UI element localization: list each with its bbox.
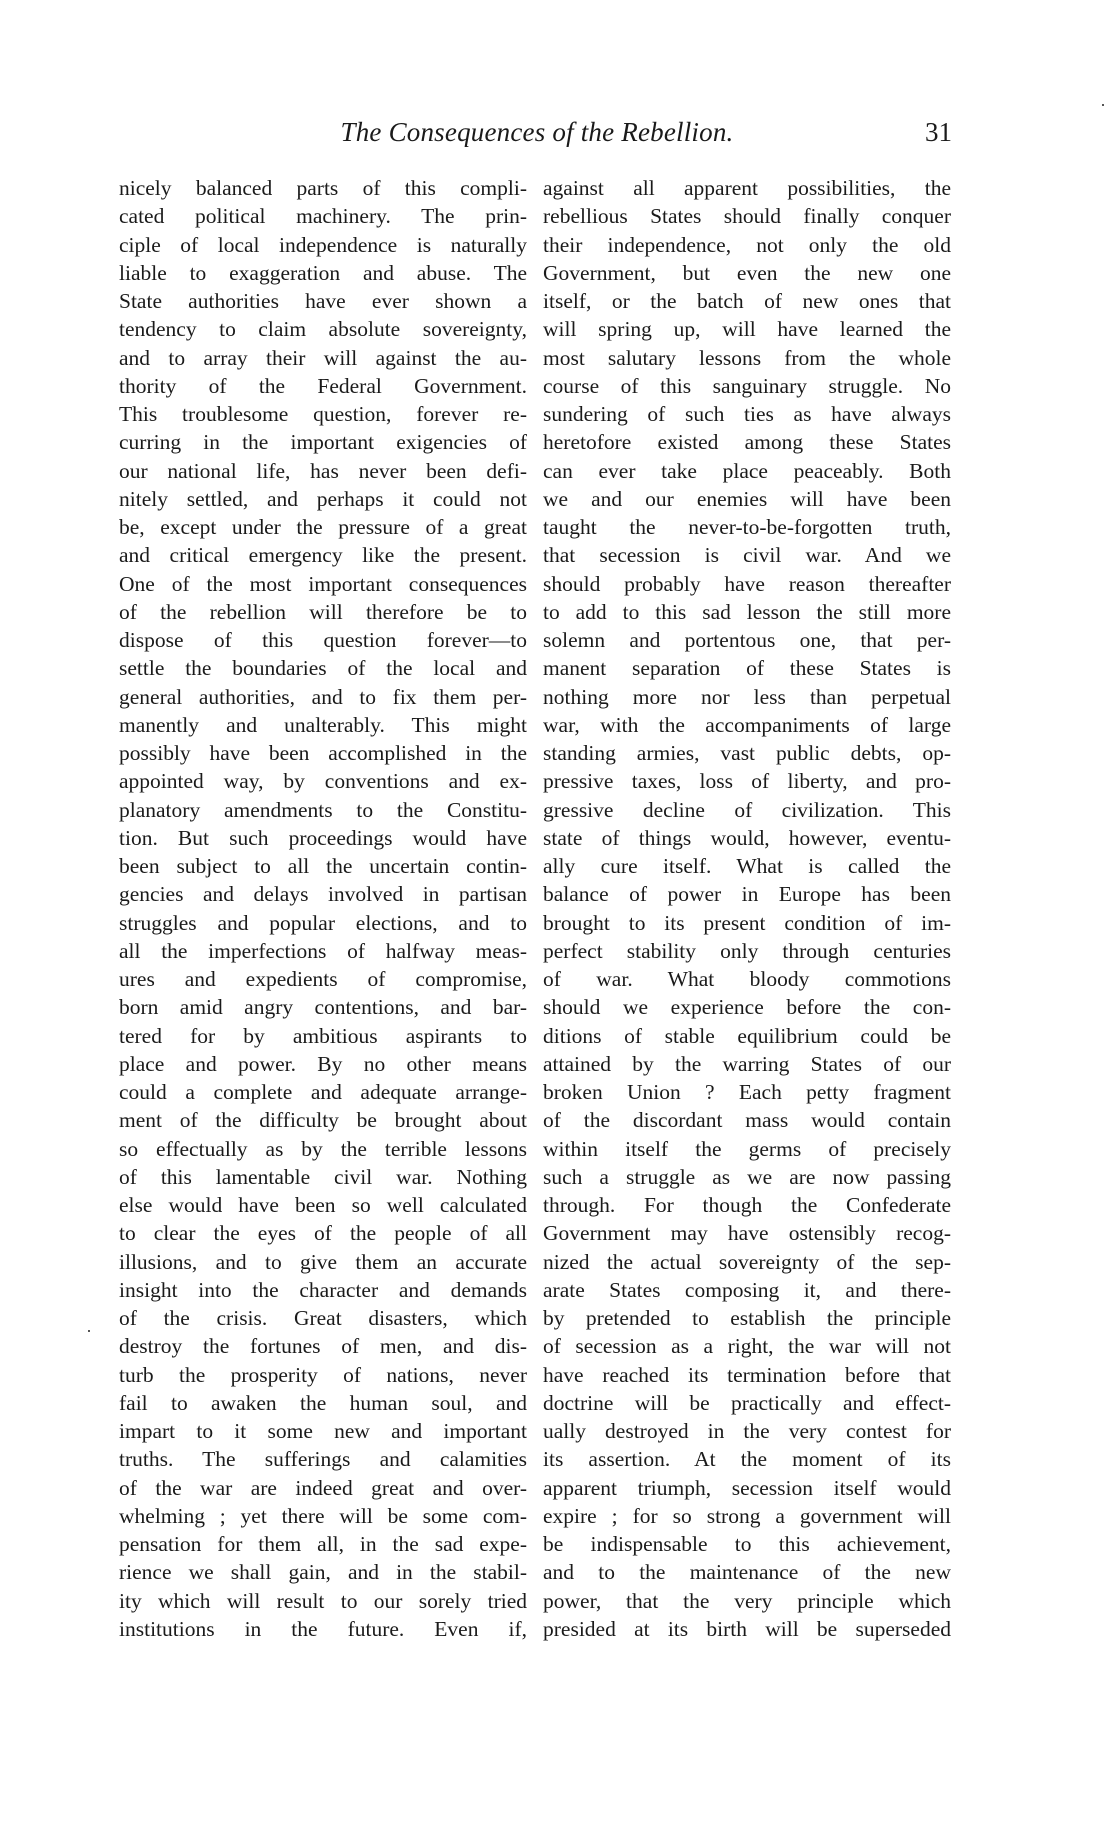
text-line: state of things would, however, eventu- bbox=[543, 825, 951, 850]
text-line: thority of the Federal Government. bbox=[119, 373, 527, 398]
text-column-left bbox=[119, 174, 527, 1643]
text-line: taught the never-to-be-forgotten truth, bbox=[543, 515, 951, 539]
text-line: possibly have been accomplished in the bbox=[119, 741, 527, 765]
text-line: perfect stability only through centuries bbox=[543, 938, 951, 963]
text-line: of this lamentable civil war. Nothing bbox=[119, 1164, 527, 1189]
text-line: impart to it some new and important bbox=[119, 1419, 527, 1443]
text-line: so effectually as by the terrible lessons bbox=[119, 1136, 527, 1161]
text-line: fail to awaken the human soul, and bbox=[119, 1390, 527, 1415]
text-line: through. For though the Confederate bbox=[543, 1193, 951, 1217]
text-line: of war. What bloody commotions bbox=[543, 967, 951, 991]
text-line: of secession as a right, the war will not bbox=[543, 1334, 951, 1359]
text-line: broken Union ? Each petty fragment bbox=[543, 1080, 951, 1104]
text-line: such a struggle as we are now passing bbox=[543, 1164, 951, 1189]
text-line: heretofore existed among these States bbox=[543, 430, 951, 455]
text-line: expire ; for so strong a government will bbox=[543, 1503, 951, 1528]
text-line: cated political machinery. The prin- bbox=[119, 204, 527, 229]
text-line: tendency to claim absolute sovereignty, bbox=[119, 317, 527, 342]
text-line: most salutary lessons from the whole bbox=[543, 345, 951, 370]
text-line: be, except under the pressure of a great bbox=[119, 515, 527, 539]
text-line: nothing more nor less than perpetual bbox=[543, 684, 951, 709]
text-line: turb the prosperity of nations, never bbox=[119, 1362, 527, 1387]
text-line: rebellious States should finally conquer bbox=[543, 204, 951, 229]
text-line: power, that the very principle which bbox=[543, 1588, 951, 1613]
text-line: gencies and delays involved in partisan bbox=[119, 882, 527, 907]
text-line: itself, or the batch of new ones that bbox=[543, 289, 951, 313]
text-line: ment of the difficulty be brought about bbox=[119, 1108, 527, 1133]
text-column-right bbox=[543, 174, 951, 1643]
text-line: Government may have ostensibly recog- bbox=[543, 1221, 951, 1246]
text-line: nitely settled, and perhaps it could not bbox=[119, 486, 527, 511]
text-line: gressive decline of civilization. This bbox=[543, 797, 951, 822]
text-line: manently and unalterably. This might bbox=[119, 712, 527, 737]
text-line: ciple of local independence is naturally bbox=[119, 232, 527, 257]
text-line: our national life, has never been defi- bbox=[119, 458, 527, 483]
text-line: been subject to all the uncertain contin- bbox=[119, 854, 527, 878]
text-line: tered for by ambitious aspirants to bbox=[119, 1023, 527, 1048]
text-line: brought to its present condition of im- bbox=[543, 910, 951, 935]
text-line: doctrine will be practically and effect- bbox=[543, 1390, 951, 1415]
text-line: of the discordant mass would contain bbox=[543, 1108, 951, 1133]
text-line: insight into the character and demands bbox=[119, 1277, 527, 1302]
text-line: we and our enemies will have been bbox=[543, 486, 951, 511]
page-number: 31 bbox=[925, 117, 952, 147]
text-line: else would have been so well calculated bbox=[119, 1193, 527, 1217]
text-line: general authorities, and to fix them per- bbox=[119, 684, 527, 709]
text-line: institutions in the future. Even if, bbox=[119, 1616, 527, 1641]
text-line: have reached its termination before that bbox=[543, 1362, 951, 1387]
text-line: place and power. By no other means bbox=[119, 1051, 527, 1076]
text-line: by pretended to establish the principle bbox=[543, 1306, 951, 1330]
text-line: its assertion. At the moment of its bbox=[543, 1447, 951, 1472]
text-line: ditions of stable equilibrium could be bbox=[543, 1023, 951, 1048]
text-line: apparent triumph, secession itself would bbox=[543, 1475, 951, 1500]
text-line: against all apparent possibilities, the bbox=[543, 176, 951, 200]
text-line: of the war are indeed great and over- bbox=[119, 1475, 527, 1500]
text-line: liable to exaggeration and abuse. The bbox=[119, 260, 527, 285]
text-line: This troublesome question, forever re- bbox=[119, 402, 527, 426]
text-line: sundering of such ties as have always bbox=[543, 402, 951, 426]
text-line: planatory amendments to the Constitu- bbox=[119, 797, 527, 822]
text-line: born amid angry contentions, and bar- bbox=[119, 995, 527, 1020]
text-line: arate States composing it, and there- bbox=[543, 1277, 951, 1302]
text-line: presided at its birth will be superseded bbox=[543, 1616, 951, 1641]
text-line: One of the most important consequences bbox=[119, 571, 527, 596]
text-line: nized the actual sovereignty of the sep- bbox=[543, 1249, 951, 1274]
text-line: will spring up, will have learned the bbox=[543, 317, 951, 342]
text-line: course of this sanguinary struggle. No bbox=[543, 373, 951, 398]
text-line: rience we shall gain, and in the stabil- bbox=[119, 1560, 527, 1585]
text-line: struggles and popular elections, and to bbox=[119, 910, 527, 935]
text-line: their independence, not only the old bbox=[543, 232, 951, 257]
text-line: pensation for them all, in the sad expe- bbox=[119, 1532, 527, 1556]
text-line: ures and expedients of compromise, bbox=[119, 967, 527, 991]
text-line: whelming ; yet there will be some com- bbox=[119, 1503, 527, 1528]
text-line: manent separation of these States is bbox=[543, 656, 951, 681]
running-title: The Consequences of the Rebellion. bbox=[340, 117, 734, 147]
text-line: within itself the germs of precisely bbox=[543, 1136, 951, 1161]
text-line: dispose of this question forever—to bbox=[119, 628, 527, 652]
text-line: to clear the eyes of the people of all bbox=[119, 1221, 527, 1246]
text-line: of the rebellion will therefore be to bbox=[119, 599, 527, 624]
text-line: standing armies, vast public debts, op- bbox=[543, 741, 951, 765]
running-head bbox=[0, 112, 1120, 152]
text-line: to add to this sad lesson the still more bbox=[543, 599, 951, 624]
text-line: ity which will result to our sorely tried bbox=[119, 1588, 527, 1613]
text-line: be indispensable to this achievement, bbox=[543, 1532, 951, 1556]
text-line: attained by the warring States of our bbox=[543, 1051, 951, 1076]
text-line: and to array their will against the au- bbox=[119, 345, 527, 370]
text-line: war, with the accompaniments of large bbox=[543, 712, 951, 737]
scan-speck bbox=[88, 1330, 90, 1332]
text-line: State authorities have ever shown a bbox=[119, 289, 527, 313]
text-line: ually destroyed in the very contest for bbox=[543, 1419, 951, 1443]
text-line: nicely balanced parts of this compli- bbox=[119, 176, 527, 200]
text-line: that secession is civil war. And we bbox=[543, 543, 951, 568]
text-line: curring in the important exigencies of bbox=[119, 430, 527, 455]
text-line: and critical emergency like the present. bbox=[119, 543, 527, 568]
text-line: should probably have reason thereafter bbox=[543, 571, 951, 596]
text-line: can ever take place peaceably. Both bbox=[543, 458, 951, 483]
scan-speck bbox=[1102, 104, 1104, 106]
text-line: could a complete and adequate arrange- bbox=[119, 1080, 527, 1104]
text-line: all the imperfections of halfway meas- bbox=[119, 938, 527, 963]
text-line: illusions, and to give them an accurate bbox=[119, 1249, 527, 1274]
text-line: appointed way, by conventions and ex- bbox=[119, 769, 527, 794]
text-line: Government, but even the new one bbox=[543, 260, 951, 285]
text-line: of the crisis. Great disasters, which bbox=[119, 1306, 527, 1330]
text-line: destroy the fortunes of men, and dis- bbox=[119, 1334, 527, 1359]
text-line: tion. But such proceedings would have bbox=[119, 825, 527, 850]
text-line: balance of power in Europe has been bbox=[543, 882, 951, 907]
text-line: and to the maintenance of the new bbox=[543, 1560, 951, 1585]
text-line: solemn and portentous one, that per- bbox=[543, 628, 951, 652]
text-line: ally cure itself. What is called the bbox=[543, 854, 951, 878]
text-line: pressive taxes, loss of liberty, and pro- bbox=[543, 769, 951, 794]
text-line: should we experience before the con- bbox=[543, 995, 951, 1020]
text-line: truths. The sufferings and calamities bbox=[119, 1447, 527, 1472]
text-line: settle the boundaries of the local and bbox=[119, 656, 527, 681]
